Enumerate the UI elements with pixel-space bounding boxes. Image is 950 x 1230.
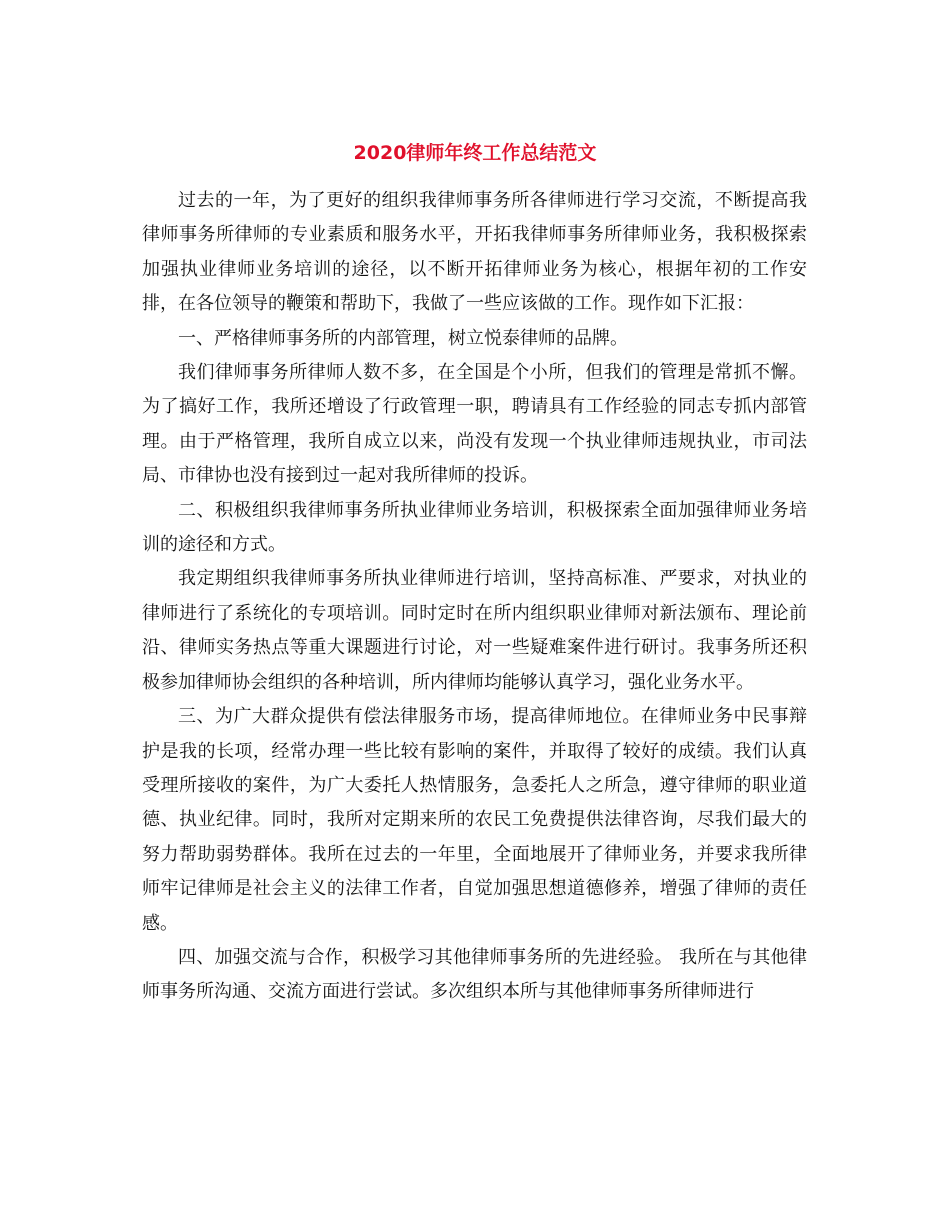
paragraph-cooperation: 四、加强交流与合作，积极学习其他律师事务所的先进经验。 我所在与其他律师事务所沟通、交流方面进行尝试。多次组织本所与其他律师事务所律师进行	[142, 946, 807, 1003]
document-body	[142, 184, 807, 1010]
section-heading-2: 二、积极组织我律师事务所执业律师业务培训，积极探索全面加强律师业务培训的途径和方式。	[142, 499, 807, 556]
paragraph-intro: 过去的一年，为了更好的组织我律师事务所各律师进行学习交流，不断提高我律师事务所律师的专业素质和服务水平，开拓我律师事务所律师业务，我积极探索加强执业律师业务培训的途径，以不断开拓律师业务为核心，根据年初的工作安排，在各位领导的鞭策和帮助下，我做了一些应该做的工作。现作如下汇报：	[142, 190, 807, 315]
paragraph-services: 三、为广大群众提供有偿法律服务市场，提高律师地位。在律师业务中民事辩护是我的长项，经常办理一些比较有影响的案件，并取得了较好的成绩。我们认真受理所接收的案件，为广大委托人热情服务，急委托人之所急，遵守律师的职业道德、执业纪律。同时，我所对定期来所的农民工免费提供法律咨询，尽我们最大的努力帮助弱势群体。我所在过去的一年里，全面地展开了律师业务，并要求我所律师牢记律师是社会主义的法律工作者，自觉加强思想道德修养，增强了律师的责任感。	[142, 706, 807, 934]
paragraph-training: 我定期组织我律师事务所执业律师进行培训，坚持高标准、严要求，对执业的律师进行了系统化的专项培训。同时定时在所内组织职业律师对新法颁布、理论前沿、律师实务热点等重大课题进行讨论，对一些疑难案件进行研讨。我事务所还积极参加律师协会组织的各种培训，所内律师均能够认真学习，强化业务水平。	[142, 568, 807, 693]
paragraph-management: 我们律师事务所律师人数不多，在全国是个小所，但我们的管理是常抓不懈。为了搞好工作，我所还增设了行政管理一职，聘请具有工作经验的同志专抓内部管理。由于严格管理，我所自成立以来，尚没有发现一个执业律师违规执业，市司法局、市律协也没有接到过一起对我所律师的投诉。	[142, 362, 807, 487]
section-heading-1: 一、严格律师事务所的内部管理，树立悦泰律师的品牌。	[178, 327, 628, 349]
document-title: 2020律师年终工作总结范文	[353, 142, 597, 164]
